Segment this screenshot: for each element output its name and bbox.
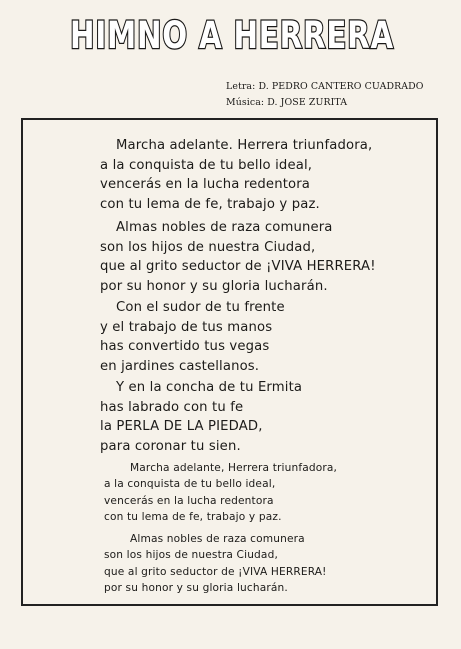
credit-lyrics: Letra: D. PEDRO CANTERO CUADRADO bbox=[226, 81, 424, 92]
lyric-line: con tu lema de fe, trabajo y paz. bbox=[104, 511, 282, 524]
stanza-1 bbox=[100, 136, 372, 214]
lyric-line: por su honor y su gloria lucharán. bbox=[104, 582, 288, 595]
lyric-line: Con el sudor de tu frente bbox=[116, 300, 285, 315]
lyric-line: para coronar tu sien. bbox=[100, 438, 241, 454]
lyric-line: que al grito seductor de ¡VIVA HERRERA! bbox=[100, 259, 376, 275]
lyric-line: Y en la concha de tu Ermita bbox=[116, 380, 303, 395]
stanza-4 bbox=[100, 378, 302, 456]
lyric-line: Marcha adelante, Herrera triunfadora, bbox=[130, 462, 338, 474]
lyric-line: que al grito seductor de ¡VIVA HERRERA! bbox=[104, 565, 327, 578]
lyric-line: por su honor y su gloria lucharán. bbox=[100, 278, 328, 294]
lyric-line: a la conquista de tu bello ideal, bbox=[100, 157, 313, 173]
credit-music: Música: D. JOSE ZURITA bbox=[226, 97, 348, 108]
lyric-line: en jardines castellanos. bbox=[100, 358, 260, 374]
lyric-line: vencerás en la lucha redentora bbox=[104, 494, 274, 507]
lyric-line: con tu lema de fe, trabajo y paz. bbox=[100, 196, 320, 212]
lyric-line: Marcha adelante. Herrera triunfadora, bbox=[116, 138, 373, 153]
page-title bbox=[68, 8, 398, 60]
lyric-line: Almas nobles de raza comunera bbox=[130, 533, 305, 545]
lyric-line: has labrado con tu fe bbox=[100, 399, 244, 415]
lyric-line: has convertido tus vegas bbox=[100, 339, 270, 355]
lyric-line: a la conquista de tu bello ideal, bbox=[104, 478, 276, 491]
stanza-2 bbox=[100, 218, 376, 296]
stanza-5 bbox=[104, 460, 337, 526]
lyric-line: vencerás en la lucha redentora bbox=[100, 177, 311, 193]
lyric-line: son los hijos de nuestra Ciudad, bbox=[104, 549, 278, 562]
lyric-line: la PERLA DE LA PIEDAD, bbox=[100, 419, 263, 435]
lyric-line: son los hijos de nuestra Ciudad, bbox=[100, 239, 316, 255]
credits bbox=[226, 79, 424, 111]
stanza-6 bbox=[104, 531, 327, 597]
stanza-3 bbox=[100, 298, 285, 376]
title-text: HIMNO A HERRERA bbox=[70, 14, 394, 57]
lyric-line: y el trabajo de tus manos bbox=[100, 319, 273, 335]
lyric-line: Almas nobles de raza comunera bbox=[116, 220, 333, 235]
